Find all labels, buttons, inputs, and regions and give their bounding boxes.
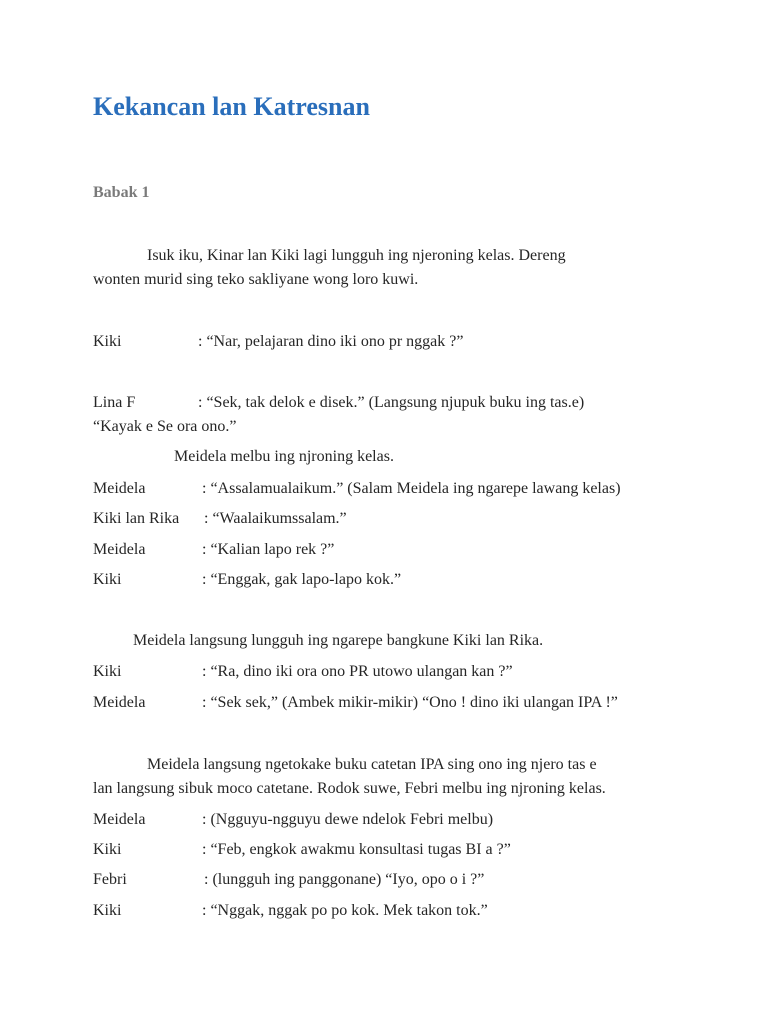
dialogue-line: : “Nggak, nggak po po kok. Mek takon tok.”	[202, 902, 488, 919]
speaker-name: Meidela	[93, 694, 146, 711]
speaker-name: Lina F	[93, 394, 136, 411]
speaker-name: Kiki	[93, 663, 122, 680]
narration-line: lan langsung sibuk moco catetane. Rodok suwe, Febri melbu ing njroning kelas.	[93, 780, 606, 797]
dialogue-line: : “Waalaikumssalam.”	[204, 510, 347, 527]
dialogue-continuation: “Kayak e Se ora ono.”	[93, 418, 237, 435]
speaker-name: Kiki	[93, 333, 122, 350]
speaker-name: Meidela	[93, 541, 146, 558]
stage-direction: Meidela langsung lungguh ing ngarepe bangkune Kiki lan Rika.	[133, 632, 544, 649]
narration-line: Isuk iku, Kinar lan Kiki lagi lungguh ing njeroning kelas. Dereng	[147, 247, 566, 264]
dialogue-line: : “Enggak, gak lapo-lapo kok.”	[202, 571, 402, 588]
dialogue-line: : “Sek sek,” (Ambek mikir-mikir) “Ono ! dino iki ulangan IPA !”	[202, 694, 618, 711]
speaker-name: Febri	[93, 871, 127, 888]
dialogue-line: : “Kalian lapo rek ?”	[202, 541, 335, 558]
speaker-name: Kiki	[93, 902, 122, 919]
speaker-name: Meidela	[93, 811, 146, 828]
dialogue-line: : “Ra, dino iki ora ono PR utowo ulangan kan ?”	[202, 663, 513, 680]
dialogue-line: : “Assalamualaikum.” (Salam Meidela ing ngarepe lawang kelas)	[202, 480, 621, 497]
speaker-name: Meidela	[93, 480, 146, 497]
speaker-name: Kiki	[93, 571, 122, 588]
speaker-name: Kiki	[93, 841, 122, 858]
document-title: Kekancan lan Katresnan	[93, 92, 370, 121]
dialogue-line: : “Feb, engkok awakmu konsultasi tugas BI a ?”	[202, 841, 511, 858]
dialogue-line: : “Sek, tak delok e disek.” (Langsung njupuk buku ing tas.e)	[198, 394, 585, 411]
speaker-name: Kiki lan Rika	[93, 510, 180, 527]
dialogue-line: : (Ngguyu-ngguyu dewe ndelok Febri melbu)	[202, 811, 494, 828]
stage-direction: Meidela melbu ing njroning kelas.	[174, 448, 394, 465]
dialogue-line: : (lungguh ing panggonane) “Iyo, opo o i ?”	[204, 871, 485, 888]
narration-line: Meidela langsung ngetokake buku catetan IPA sing ono ing njero tas e	[147, 756, 597, 773]
narration-line: wonten murid sing teko sakliyane wong loro kuwi.	[93, 271, 419, 288]
dialogue-line: : “Nar, pelajaran dino iki ono pr nggak ?”	[198, 333, 464, 350]
act-heading: Babak 1	[93, 184, 150, 201]
